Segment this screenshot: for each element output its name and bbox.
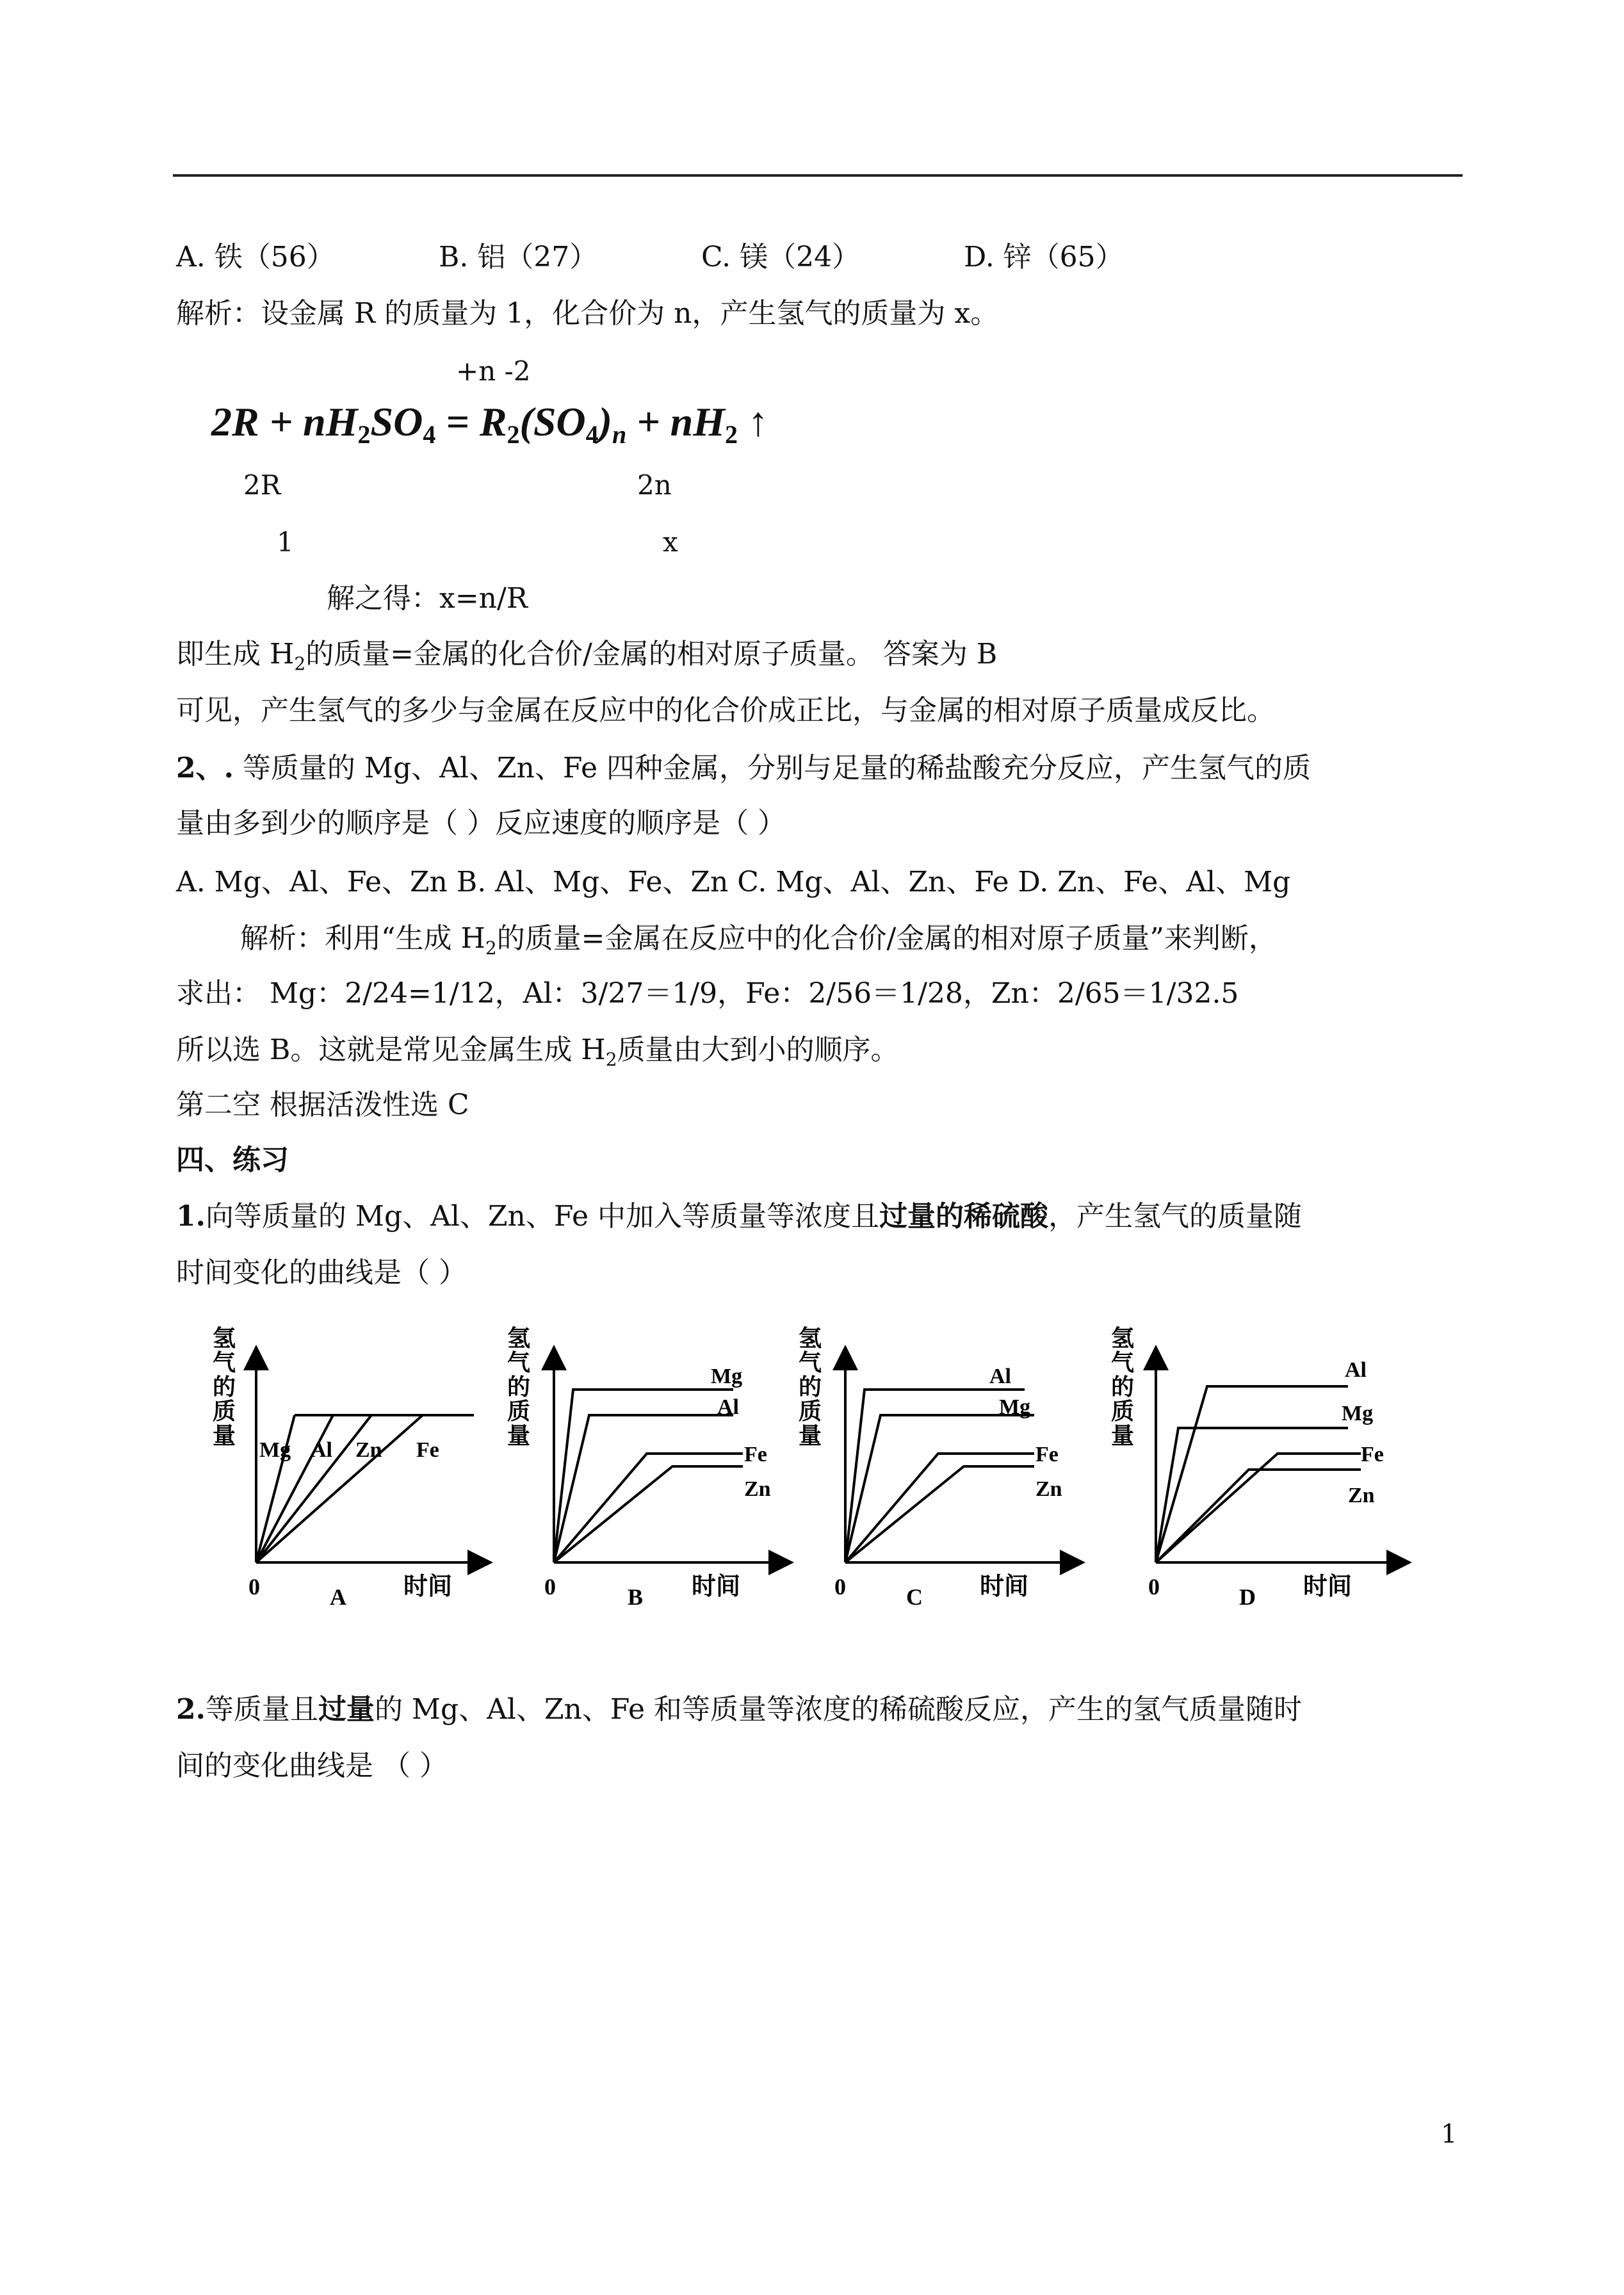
series-label: Zn (744, 1477, 771, 1501)
q2-line2: 量由多到少的顺序是（ ）反应速度的顺序是（ ） (176, 807, 786, 839)
y-label-1: 氢 (1111, 1326, 1135, 1351)
origin-label: 0 (1148, 1574, 1160, 1600)
y-label-3: 的 (213, 1374, 236, 1400)
series-label: Fe (416, 1438, 439, 1462)
option-c: C. 镁（24） (701, 241, 861, 273)
practice-q2-line2: 间的变化曲线是 （ ） (176, 1749, 448, 1782)
conclusion-line: 即生成 $H_2$的质量=金属的化合价/金属的相对原子质量。 答案为 B (176, 638, 998, 674)
option-b: B. 铝（27） (439, 241, 598, 273)
series-label: Al (311, 1438, 332, 1462)
valence-labels: +n -2 (456, 355, 531, 387)
option-a: A. 铁（56） (176, 241, 335, 273)
series-fe-line (256, 1415, 423, 1562)
chemical-equation: $2R + nH_2SO_4 = R_2(SO_4)_n + nH_2$ ↑ (211, 399, 769, 449)
panel-label-c: C (906, 1584, 923, 1607)
origin-label: 0 (834, 1574, 846, 1600)
x-axis-label: 时间 (692, 1573, 741, 1600)
y-label-5: 量 (1111, 1423, 1135, 1448)
y-label-2: 气 (213, 1350, 236, 1375)
series-label: Zn (1035, 1477, 1062, 1501)
y-label-4: 质 (507, 1399, 531, 1424)
ratio-left-1: 2R (243, 469, 281, 501)
ratio-left-2: 1 (277, 526, 294, 558)
series-label: Al (989, 1365, 1011, 1388)
summary-line: 可见，产生氢气的多少与金属在反应中的化合价成正比，与金属的相对原子质量成反比。 (176, 694, 1275, 727)
q2-line1: 2、. 等质量的 Mg、Al、Zn、Fe 四种金属，分别与足量的稀盐酸充分反应，产生氢气的质 (176, 752, 1311, 784)
y-label-1: 氢 (507, 1326, 531, 1351)
x-axis-label: 时间 (1303, 1573, 1352, 1600)
y-label-2: 气 (507, 1350, 531, 1375)
y-label-1: 氢 (799, 1326, 822, 1351)
series-label: Al (1345, 1358, 1367, 1382)
series-label: Al (717, 1395, 739, 1419)
q2-choose: 所以选 B。这就是常见金属生成 $H_2$质量由大到小的顺序。 (176, 1034, 899, 1070)
series-label: Zn (355, 1438, 382, 1462)
origin-label: 0 (248, 1574, 260, 1600)
q2-calc: 求出： Mg：2/24=1/12，Al：3/27＝1/9，Fe：2/56＝1/28，Zn：2/65＝1/32.5 (176, 977, 1239, 1010)
option-d: D. 锌（65） (964, 241, 1124, 273)
x-axis-label: 时间 (403, 1573, 453, 1600)
solve-line: 解之得：x=n/R (327, 582, 528, 615)
series-label: Mg (999, 1395, 1031, 1419)
y-label-2: 气 (799, 1350, 822, 1375)
y-label-3: 的 (799, 1374, 822, 1400)
y-label-1: 氢 (213, 1326, 236, 1351)
q2-analysis: 解析：利用“生成 $H_2$的质量=金属在反应中的化合价/金属的相对原子质量”来判断， (240, 922, 1277, 959)
y-label-4: 质 (1111, 1399, 1135, 1424)
y-label-5: 量 (213, 1423, 236, 1448)
y-label-4: 质 (213, 1399, 236, 1424)
series-fe-line (554, 1454, 743, 1562)
series-label: Mg (1342, 1402, 1374, 1425)
series-label: Zn (1348, 1484, 1375, 1507)
origin-label: 0 (544, 1574, 556, 1600)
y-label-4: 质 (799, 1399, 822, 1424)
q2-second-blank: 第二空 根据活泼性选 C (176, 1089, 469, 1121)
series-label: Fe (1361, 1443, 1384, 1466)
y-label-3: 的 (1111, 1374, 1135, 1400)
series-zn-line (256, 1415, 371, 1562)
series-label: Mg (711, 1365, 743, 1388)
series-mg-line (256, 1415, 295, 1562)
y-label-5: 量 (799, 1423, 822, 1448)
series-mg-line (1156, 1428, 1348, 1562)
page-number: 1 (1441, 2120, 1458, 2149)
chart-b (499, 1319, 800, 1607)
y-label-3: 的 (507, 1374, 531, 1400)
chart-d (1092, 1319, 1418, 1607)
y-label-5: 量 (507, 1423, 531, 1448)
practice-q2-line1: 2.等质量且过量的 Mg、Al、Zn、Fe 和等质量等浓度的稀硫酸反应，产生的氢气质量随时 (176, 1693, 1303, 1726)
practice-q1-line1: 1.向等质量的 Mg、Al、Zn、Fe 中加入等质量等浓度且过量的稀硫酸，产生氢气的质量随 (176, 1200, 1303, 1233)
series-label: Fe (744, 1443, 767, 1466)
series-al-line (256, 1415, 333, 1562)
y-label-2: 气 (1111, 1350, 1135, 1375)
ratio-right-1: 2n (637, 469, 672, 501)
x-axis-label: 时间 (980, 1573, 1029, 1600)
header-rule (173, 174, 1463, 177)
series-label: Mg (259, 1438, 291, 1462)
series-zn-line (1156, 1470, 1361, 1562)
q2-options: A. Mg、Al、Fe、Zn B. Al、Mg、Fe、Zn C. Mg、Al、Zn、Fe D. Zn、Fe、Al、Mg (176, 866, 1291, 898)
chart-a (192, 1319, 493, 1607)
chart-c (791, 1319, 1092, 1607)
series-label: Fe (1035, 1443, 1059, 1466)
series-zn-line (845, 1466, 1034, 1562)
panel-label-b: B (628, 1584, 644, 1607)
series-zn-line (554, 1466, 743, 1562)
series-fe-line (845, 1454, 1034, 1562)
ratio-right-2: x (663, 526, 678, 558)
practice-heading: 四、练习 (176, 1144, 289, 1176)
analysis-intro: 解析：设金属 R 的质量为 1，化合价为 n，产生氢气的质量为 x。 (176, 297, 999, 330)
practice-q1-line2: 时间变化的曲线是（ ） (176, 1256, 467, 1289)
panel-label-d: D (1239, 1584, 1256, 1607)
panel-label-a: A (330, 1584, 346, 1607)
